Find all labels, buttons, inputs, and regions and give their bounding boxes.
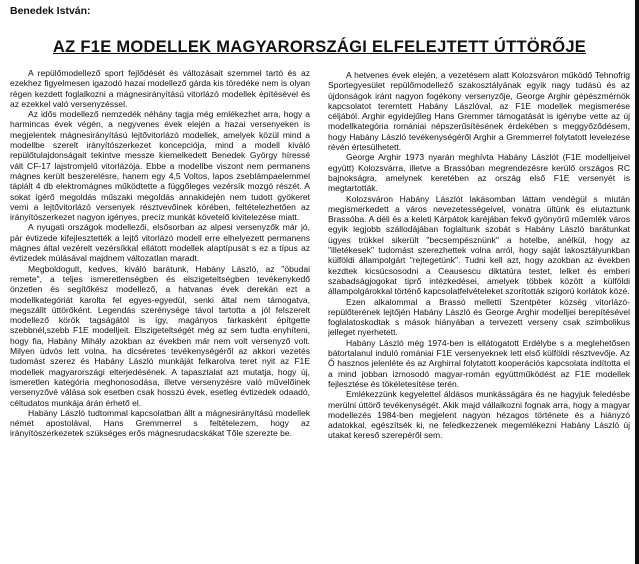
paragraph: A nyugati országok modellezői, elsősorban az alpesi versenyzők már jó, pár évtizede kifejlesztették a lejtő vitorlázó modell erre elhelyezett permanens mágnes által vezérelt vezérsíkkal ellátott modellek alaptípusát s ez a típus az évtizedek múlásával majdnem változatlan maradt. (10, 222, 310, 264)
paragraph: Kolozsváron Habány Lászlót lakásomban láttam vendégül s miután megismerkedett a város nevezetességeivel, vonatra ültünk és elutaztunk Brassóba. A déli és a keleti Kárpátok karéjában fekvő gyönyörű műemlék város egyik legjobb szállodájában foglaltunk szobát s Habány László barátunkat ügyes trükkel sikerült "becsempésznünk" a hotelbe, anélkül, hogy az "illetékesek" tudomást szerezhettek volna arról, hogy saját lakosztályunkban külföldi állampolgárt "rejtegetünk". Tudni kell azt, hogy azokban az években kezdtek kicsúcsosodni a Ceausescu diktatúra testet, lelket és emberi szabadságjogokat tiprő intézkedései, amelyek többek között a külföldi állampolgárokkal történő kapcsolatfelvételeket szorították szigorú korlátok közé. (328, 193, 630, 297)
author-name: Benedek István: (10, 5, 91, 17)
paragraph: Emlékezzünk kegyelettel áldásos munkásságára és ne hagyjuk feledésbe merülni úttörő tevékenységét. Akik majd vállalkozni fognak arra, hogy a magyar modellezés 1984-ben megjelent nagyon hézagos története és a hiányzó adatokkal, egészítsék ki, ne feledkezzenek megemlékezni Habány László új utakat kereső szerepéről sem. (328, 389, 630, 441)
article-title: AZ F1E MODELLEK MAGYARORSZÁGI ELFELEJTETT ÚTTÖRŐJE (52, 38, 587, 56)
scan-edge (635, 0, 639, 564)
left-column (10, 68, 310, 439)
paragraph: A hetvenes évek elején, a vezetésem alatt Kolozsváron működő Tehnofrig Sportegyesület repülőmodellező szakosztályának egyik nagy tudású és az újdonságok iránt nagyon fogékony versenyzője, George Arghir gépészmérnök kapcsolatot teremtett Habány Lászlóval, az F1E modellek megismerése céljából. Arghir egyidejűleg Hans Gremmer támogatását is igénybe vette az új modellkategória romániai népszerűsítésének érdekében s meggyőződésem, hogy Habány László tevékenységéről Arghir a Gremmerrel folytatott levelezése révén értesülhetett. (328, 70, 630, 153)
paragraph: Habány László még 1974-ben is ellátogatott Erdélybe s a meglehetősen bátortalanul induló romániai F1E versenyeknek lett első külföldi résztvevője. Az Ő hasznos jelenléte és az Arghirral folytatott kooperációs kapcsolata indította el a mind jobban izmosodó magyar-román együttműködést az F1E modellek fejlesztése és tökéletesítése terén. (328, 337, 630, 389)
paragraph: Megboldogult, kedves, kiváló barátunk, Habány László, az "öbudai remete", a teljes ismeretlenségben és elszigeteltségben tevékenykedő önzetlen és segítőkész modellező, a hatvanas évek derekán ezt a modellkategóriát karolta fel egyes-egyedül, senki által nem támogatva, megszállt úttörőként. Legendás szerénysége távol tartotta a jól felszerelt modellező körök tagságától is így, magányos farkasként építgette szebbnél,szebb F1E modelljeit. Elszigeteltségét még az sem tudta enyhíteni, hogy fia, Habány Mihály azokban az években már nem volt versenyző volt. Milyen üdvös lett volna, ha dicséretes tevékenységéről az akkori vezetés tudomást szerez és Habány László munkáját felkarolva teret nyit az F1E modellek magyarországi elterjedésének. A tapasztalat azt mutatja, hogy új, ismeretlen kategória meghonosodása, illetve versenyzésre való művelőinek versenyzővé válása sok esetben csak hosszú évek, esetleg évtizedek odaadó, céltudatos munkája árán érhető el. (10, 263, 310, 408)
paragraph: Ezen alkalommal a Brassó melletti Szentpéter község vitorlázó-repülőterének lejtőjén Habány László és George Arghir modelljei berepítésével foglalatoskodtak s mások hiányában a tervezett verseny csak szimbolikus jelleget nyerhetett. (328, 296, 630, 338)
paragraph: Habány László tudtommal kapcsolatban állt a mágnesirányítású modellek német apostolával, Hans Gremmerrel s feltételezem, hogy az irányítószerkezetek szükséges erős mágnesrudacskákat Tőle szerezte be. (10, 407, 310, 439)
paragraph: Az idős modellező nemzedék néhány tagja még emlékezhet arra, hogy a harmincas évek végén, a negyvenes évek elején a hazai versenyeken is megjelentek mágnesirányítású lejtővitorlázó modellek, amelyek közül mind a modellbe szerelt irányítószerkezet koncepciója, mind a modell kiváló repülőtulajdonságait tekintve messze kiemelkedett Benedek György híressé vált CF-17 lajstromjelű vitorlázója. Ebbe a modellbe viszont nem permanens mágnes került beszerelésre, hanem egy 4,5 Voltos, lapos zseblámpaelemmel táplált 4 db elektromágnes működtette a függőleges vezérsík mozgó részét. A sokat ígérő megoldás műszaki megoldás annakidején nem tudott gyökeret verni a lejtővitorlázó versenyek résztvevőinek körében, feltételezhetően az irányítószerkezet nagyon igényes, precíz munkát követelő kivitelezése miatt. (10, 109, 310, 223)
paragraph: George Arghir 1973 nyarán meghívta Habány Lászlót (F1E modelljeivel együtt) Kolozsvárra, illetve a Brassóban megrendezésre kerülő országos RC bajnokságra, amelynek keretében az ország első F1E versenyét is megtartották. (328, 152, 630, 194)
right-column (328, 70, 630, 441)
paragraph: A repülőmodellező sport fejlődését és változásait szemmel tartó és az ezekhez figyelmesen igazodó hazai modellező gárda kis töredéke nem is olyan régen kezdett foglalkozni a mágnesirányítású vitorlázó modellek építésével és az ezekkel való versenyzéssel. (10, 68, 310, 109)
